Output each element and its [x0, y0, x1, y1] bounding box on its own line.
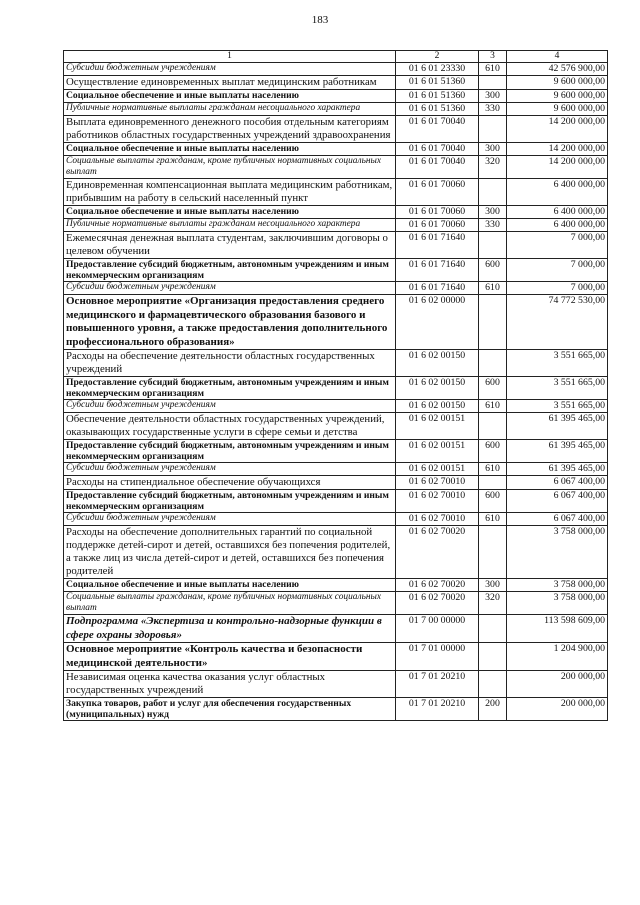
row-name-cell: Социальное обеспечение и иные выплаты населению: [64, 143, 396, 156]
row-expense-type-cell: 300: [479, 206, 507, 219]
row-name-cell: Обеспечение деятельности областных государственных учреждений, оказывающих государственные услуги в сфере семьи и детства: [64, 413, 396, 440]
row-sum-cell: 42 576 900,00: [507, 63, 608, 76]
row-name-cell: Предоставление субсидий бюджетным, автономным учреждениям и иным некоммерческим организациям: [64, 490, 396, 513]
row-expense-type-cell: [479, 76, 507, 90]
table-row: [64, 377, 608, 400]
row-code-cell: 01 6 02 70020: [396, 526, 479, 579]
table-row: [64, 259, 608, 282]
row-code-cell: 01 7 01 20210: [396, 698, 479, 721]
row-code-cell: 01 6 02 00000: [396, 295, 479, 350]
row-code-cell: 01 6 01 51360: [396, 90, 479, 103]
row-sum-cell: 61 395 465,00: [507, 463, 608, 476]
row-name-cell: Субсидии бюджетным учреждениям: [64, 463, 396, 476]
row-sum-cell: 3 551 665,00: [507, 400, 608, 413]
table-row: [64, 103, 608, 116]
row-code-cell: 01 6 01 51360: [396, 103, 479, 116]
table-row: [64, 219, 608, 232]
row-code-cell: 01 7 01 00000: [396, 643, 479, 671]
row-expense-type-cell: 600: [479, 259, 507, 282]
row-expense-type-cell: 300: [479, 90, 507, 103]
row-code-cell: 01 7 00 00000: [396, 615, 479, 643]
row-expense-type-cell: 600: [479, 490, 507, 513]
row-sum-cell: 9 600 000,00: [507, 103, 608, 116]
row-expense-type-cell: [479, 643, 507, 671]
row-expense-type-cell: [479, 232, 507, 259]
row-code-cell: 01 6 01 71640: [396, 259, 479, 282]
row-code-cell: 01 6 02 00151: [396, 440, 479, 463]
row-sum-cell: 74 772 530,00: [507, 295, 608, 350]
row-expense-type-cell: 610: [479, 463, 507, 476]
table-row: [64, 295, 608, 350]
table-row: [64, 282, 608, 295]
row-expense-type-cell: [479, 350, 507, 377]
row-sum-cell: 113 598 609,00: [507, 615, 608, 643]
row-sum-cell: 9 600 000,00: [507, 90, 608, 103]
row-code-cell: 01 6 01 70060: [396, 179, 479, 206]
row-code-cell: 01 6 02 00150: [396, 377, 479, 400]
table-row: [64, 116, 608, 143]
row-expense-type-cell: 610: [479, 513, 507, 526]
row-code-cell: 01 6 02 00151: [396, 413, 479, 440]
row-expense-type-cell: 600: [479, 377, 507, 400]
table-row: [64, 400, 608, 413]
row-code-cell: 01 6 01 71640: [396, 232, 479, 259]
table-row: [64, 232, 608, 259]
row-sum-cell: 14 200 000,00: [507, 143, 608, 156]
row-name-cell: Предоставление субсидий бюджетным, автономным учреждениям и иным некоммерческим организациям: [64, 259, 396, 282]
row-sum-cell: 6 400 000,00: [507, 206, 608, 219]
row-sum-cell: 61 395 465,00: [507, 440, 608, 463]
row-name-cell: Основное мероприятие «Контроль качества и безопасности медицинской деятельности»: [64, 643, 396, 671]
row-code-cell: 01 6 02 00150: [396, 400, 479, 413]
row-name-cell: Социальное обеспечение и иные выплаты населению: [64, 90, 396, 103]
row-sum-cell: 6 067 400,00: [507, 490, 608, 513]
row-code-cell: 01 6 01 23330: [396, 63, 479, 76]
row-name-cell: Субсидии бюджетным учреждениям: [64, 63, 396, 76]
row-name-cell: Расходы на обеспечение деятельности областных государственных учреждений: [64, 350, 396, 377]
row-sum-cell: 7 000,00: [507, 282, 608, 295]
row-expense-type-cell: 610: [479, 63, 507, 76]
row-sum-cell: 7 000,00: [507, 259, 608, 282]
row-name-cell: Публичные нормативные выплаты гражданам несоциального характера: [64, 103, 396, 116]
row-expense-type-cell: 610: [479, 400, 507, 413]
header-col-4: 4: [507, 51, 608, 63]
row-code-cell: 01 6 01 51360: [396, 76, 479, 90]
table-row: [64, 63, 608, 76]
row-sum-cell: 200 000,00: [507, 671, 608, 698]
row-expense-type-cell: [479, 179, 507, 206]
row-expense-type-cell: [479, 295, 507, 350]
header-col-2: 2: [396, 51, 479, 63]
table-row: [64, 476, 608, 490]
row-name-cell: Подпрограмма «Экспертиза и контрольно-надзорные функции в сфере охраны здоровья»: [64, 615, 396, 643]
table-row: [64, 179, 608, 206]
row-name-cell: Ежемесячная денежная выплата студентам, заключившим договоры о целевом обучении: [64, 232, 396, 259]
row-code-cell: 01 7 01 20210: [396, 671, 479, 698]
row-name-cell: Социальные выплаты гражданам, кроме публичных нормативных социальных выплат: [64, 592, 396, 615]
row-name-cell: Социальные выплаты гражданам, кроме публичных нормативных социальных выплат: [64, 156, 396, 179]
table-row: [64, 615, 608, 643]
row-code-cell: 01 6 02 00151: [396, 463, 479, 476]
row-expense-type-cell: 600: [479, 440, 507, 463]
row-expense-type-cell: 330: [479, 103, 507, 116]
row-expense-type-cell: [479, 526, 507, 579]
row-code-cell: 01 6 02 70020: [396, 579, 479, 592]
table-body: [64, 63, 608, 721]
row-name-cell: Предоставление субсидий бюджетным, автономным учреждениям и иным некоммерческим организациям: [64, 440, 396, 463]
row-expense-type-cell: 300: [479, 143, 507, 156]
row-sum-cell: 14 200 000,00: [507, 116, 608, 143]
table-row: [64, 671, 608, 698]
row-sum-cell: 9 600 000,00: [507, 76, 608, 90]
row-expense-type-cell: [479, 413, 507, 440]
row-code-cell: 01 6 02 70010: [396, 476, 479, 490]
table-row: [64, 463, 608, 476]
budget-table: [63, 50, 608, 721]
row-sum-cell: 14 200 000,00: [507, 156, 608, 179]
table-row: [64, 513, 608, 526]
row-sum-cell: 200 000,00: [507, 698, 608, 721]
row-code-cell: 01 6 02 70020: [396, 592, 479, 615]
row-code-cell: 01 6 01 70040: [396, 143, 479, 156]
table-row: [64, 156, 608, 179]
table-row: [64, 592, 608, 615]
row-name-cell: Субсидии бюджетным учреждениям: [64, 513, 396, 526]
row-sum-cell: 3 551 665,00: [507, 377, 608, 400]
table-row: [64, 698, 608, 721]
row-name-cell: Выплата единовременного денежного пособия отдельным категориям работников областных государственных учреждений здравоохранения: [64, 116, 396, 143]
row-name-cell: Единовременная компенсационная выплата медицинским работникам, прибывшим на работу в сельский населенный пункт: [64, 179, 396, 206]
row-name-cell: Предоставление субсидий бюджетным, автономным учреждениям и иным некоммерческим организациям: [64, 377, 396, 400]
row-name-cell: Основное мероприятие «Организация предоставления среднего медицинского и фармацевтического образования базового и повышенного уровня, а также предоставления дополнительного профессионального образования»: [64, 295, 396, 350]
row-sum-cell: 6 400 000,00: [507, 219, 608, 232]
row-name-cell: Субсидии бюджетным учреждениям: [64, 400, 396, 413]
row-name-cell: Закупка товаров, работ и услуг для обеспечения государственных (муниципальных) нужд: [64, 698, 396, 721]
table-row: [64, 440, 608, 463]
row-sum-cell: 61 395 465,00: [507, 413, 608, 440]
header-col-1: 1: [64, 51, 396, 63]
row-name-cell: Осуществление единовременных выплат медицинским работникам: [64, 76, 396, 90]
row-code-cell: 01 6 01 70060: [396, 219, 479, 232]
header-col-3: 3: [479, 51, 507, 63]
row-name-cell: Расходы на обеспечение дополнительных гарантий по социальной поддержке детей-сирот и детей, оставшихся без попечения родителей, а также лиц из числа детей-сирот и детей, оставшихся без попечения родителей: [64, 526, 396, 579]
row-sum-cell: 1 204 900,00: [507, 643, 608, 671]
row-expense-type-cell: [479, 671, 507, 698]
row-code-cell: 01 6 01 70040: [396, 156, 479, 179]
row-code-cell: 01 6 02 70010: [396, 490, 479, 513]
table-row: [64, 490, 608, 513]
table-row: [64, 90, 608, 103]
row-sum-cell: 6 067 400,00: [507, 476, 608, 490]
row-code-cell: 01 6 01 71640: [396, 282, 479, 295]
table-row: [64, 76, 608, 90]
row-expense-type-cell: 610: [479, 282, 507, 295]
row-sum-cell: 3 551 665,00: [507, 350, 608, 377]
table-row: [64, 643, 608, 671]
row-expense-type-cell: [479, 615, 507, 643]
table-row: [64, 526, 608, 579]
table-header-row: [64, 51, 608, 63]
table-row: [64, 143, 608, 156]
row-sum-cell: 3 758 000,00: [507, 592, 608, 615]
row-sum-cell: 3 758 000,00: [507, 579, 608, 592]
row-name-cell: Публичные нормативные выплаты гражданам несоциального характера: [64, 219, 396, 232]
row-sum-cell: 3 758 000,00: [507, 526, 608, 579]
row-expense-type-cell: 200: [479, 698, 507, 721]
row-name-cell: Социальное обеспечение и иные выплаты населению: [64, 579, 396, 592]
row-code-cell: 01 6 02 00150: [396, 350, 479, 377]
row-code-cell: 01 6 01 70060: [396, 206, 479, 219]
row-expense-type-cell: [479, 116, 507, 143]
row-name-cell: Независимая оценка качества оказания услуг областных государственных учреждений: [64, 671, 396, 698]
row-sum-cell: 7 000,00: [507, 232, 608, 259]
table-row: [64, 413, 608, 440]
row-expense-type-cell: 320: [479, 592, 507, 615]
page-number: 183: [311, 14, 329, 26]
row-code-cell: 01 6 01 70040: [396, 116, 479, 143]
row-sum-cell: 6 067 400,00: [507, 513, 608, 526]
table-row: [64, 350, 608, 377]
row-name-cell: Субсидии бюджетным учреждениям: [64, 282, 396, 295]
row-expense-type-cell: 320: [479, 156, 507, 179]
row-sum-cell: 6 400 000,00: [507, 179, 608, 206]
table-row: [64, 206, 608, 219]
row-expense-type-cell: 330: [479, 219, 507, 232]
table-row: [64, 579, 608, 592]
row-name-cell: Расходы на стипендиальное обеспечение обучающихся: [64, 476, 396, 490]
row-expense-type-cell: 300: [479, 579, 507, 592]
row-code-cell: 01 6 02 70010: [396, 513, 479, 526]
row-expense-type-cell: [479, 476, 507, 490]
row-name-cell: Социальное обеспечение и иные выплаты населению: [64, 206, 396, 219]
